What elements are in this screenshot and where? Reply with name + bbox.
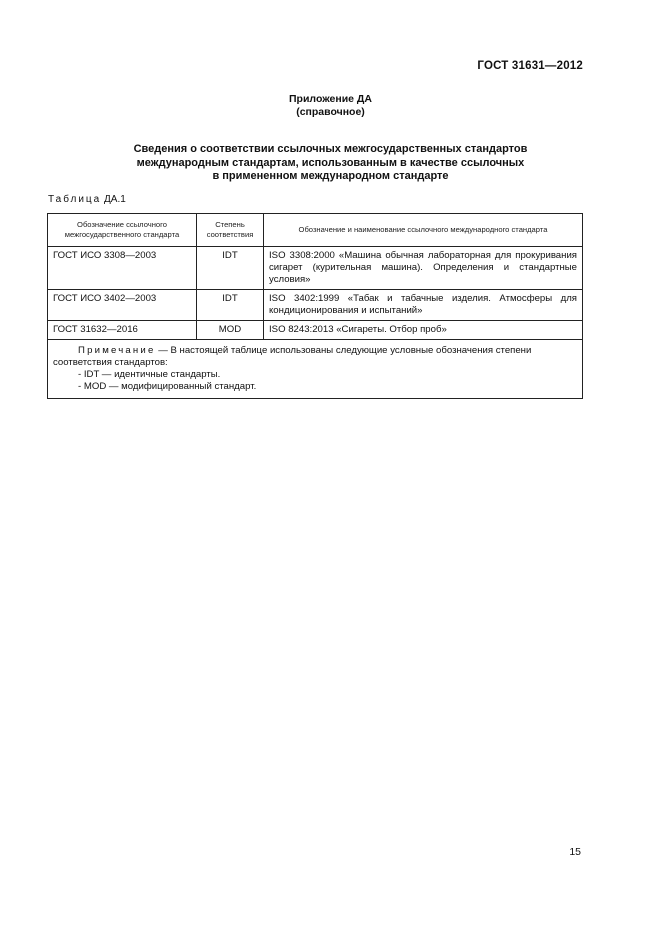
cell-degree: MOD <box>197 321 264 340</box>
column-header-international-standard: Обозначение и наименование ссылочного международного стандарта <box>264 214 583 247</box>
annex-title: Приложение ДА <box>289 93 372 105</box>
annex-subtitle: (справочное) <box>296 106 365 118</box>
table-note <box>48 340 583 399</box>
table-header-row <box>48 214 583 247</box>
cell-interstate-standard: ГОСТ 31632—2016 <box>48 321 197 340</box>
document-id: ГОСТ 31631—2012 <box>477 60 583 72</box>
annex-title-block <box>0 93 661 119</box>
standards-correspondence-table <box>47 213 583 399</box>
cell-degree: IDT <box>197 247 264 290</box>
table-caption-number: ДА.1 <box>104 194 126 205</box>
table-row <box>48 321 583 340</box>
note-label: Примечание <box>78 345 156 356</box>
heading-line-3: в примененном международном стандарте <box>212 170 449 182</box>
table-note-row <box>48 340 583 399</box>
heading-line-2: международным стандартам, использованным в качестве ссылочных <box>136 156 525 169</box>
heading-line-1: Сведения о соответствии ссылочных межгосударственных стандартов <box>133 143 528 155</box>
cell-international-standard: ISO 8243:2013 «Сигареты. Отбор проб» <box>264 321 583 340</box>
note-item-idt: - IDT — идентичные стандарты. <box>78 369 221 380</box>
cell-international-standard: ISO 3308:2000 «Машина обычная лабораторная для прокуривания сигарет (курительная машина). Определения и стандартные условия» <box>264 247 583 290</box>
cell-degree: IDT <box>197 290 264 321</box>
table-caption-label: Таблица <box>48 194 102 205</box>
column-header-interstate-standard: Обозначение ссылочного межгосударственного стандарта <box>48 214 197 247</box>
page-number: 15 <box>569 846 581 858</box>
cell-international-standard: ISO 3402:1999 «Табак и табачные изделия. Атмосферы для кондиционирования и испытаний» <box>264 290 583 321</box>
note-item-mod: - MOD — модифицированный стандарт. <box>78 381 257 392</box>
table-caption <box>48 194 126 205</box>
section-heading <box>0 143 661 184</box>
cell-interstate-standard: ГОСТ ИСО 3308—2003 <box>48 247 197 290</box>
cell-interstate-standard: ГОСТ ИСО 3402—2003 <box>48 290 197 321</box>
table-row <box>48 247 583 290</box>
column-header-degree: Степень соответствия <box>197 214 264 247</box>
table-row <box>48 290 583 321</box>
note-text: — В настоящей таблице использованы следующие условные обозначения степени соответствия стандартов: <box>53 345 532 368</box>
